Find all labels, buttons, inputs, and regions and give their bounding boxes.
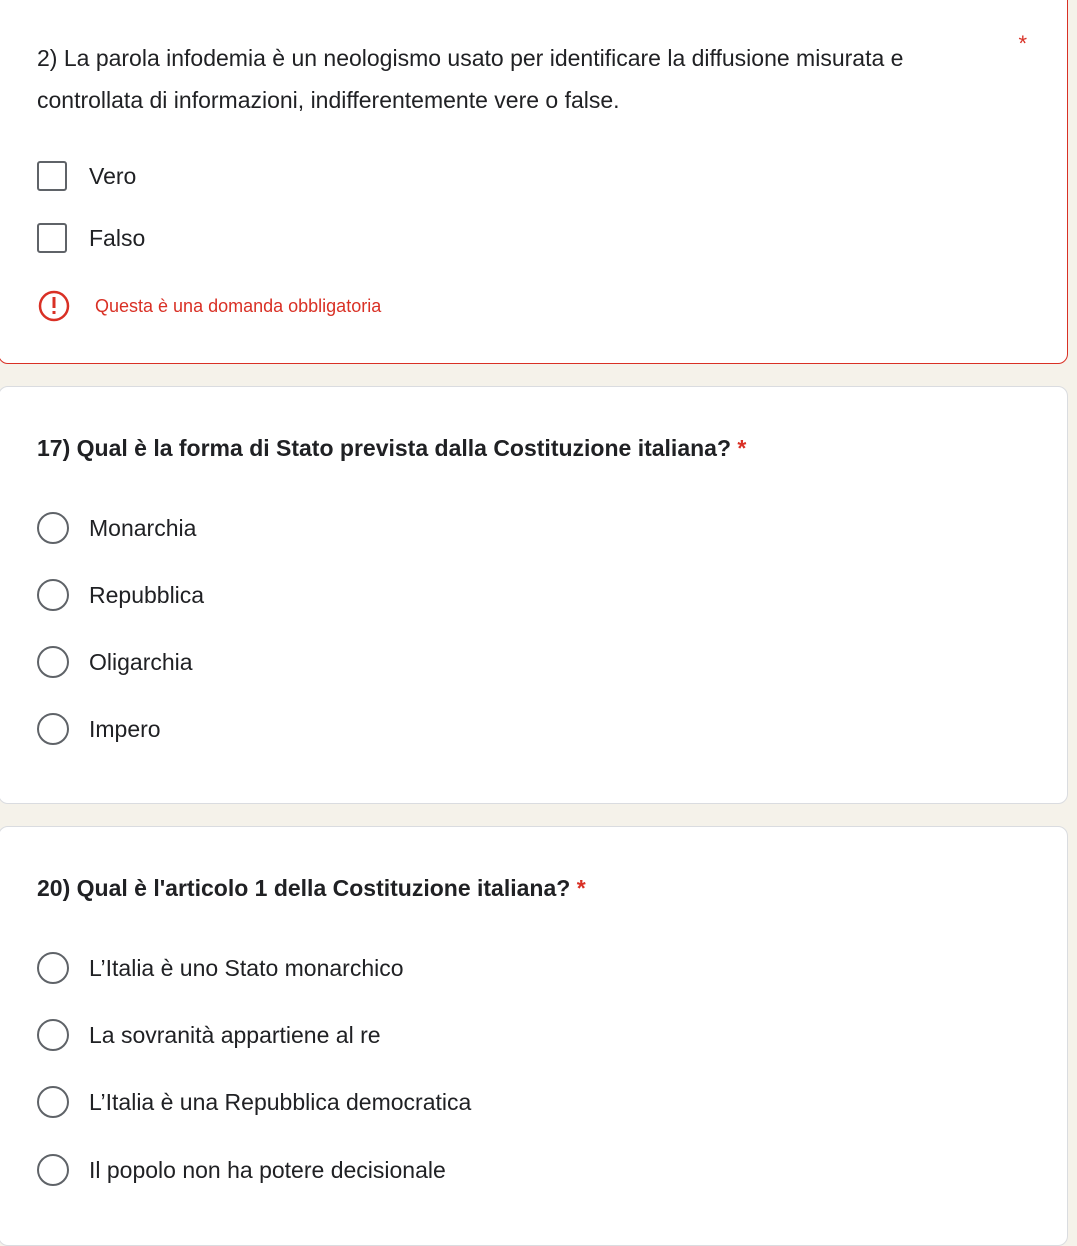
required-marker: * <box>576 875 586 901</box>
radio-button[interactable] <box>37 1019 69 1051</box>
radio-button[interactable] <box>37 713 69 745</box>
radio-button[interactable] <box>37 512 69 544</box>
option-vero[interactable] <box>37 159 136 193</box>
radio-button[interactable] <box>37 952 69 984</box>
radio-button[interactable] <box>37 579 69 611</box>
option-sovranita-re[interactable] <box>37 1018 381 1052</box>
required-error <box>37 289 381 323</box>
radio-button[interactable] <box>37 1086 69 1118</box>
question-title <box>37 867 586 909</box>
radio-button[interactable] <box>37 1154 69 1186</box>
question-title: 2) La parola infodemia è un neologismo usato per identificare la diffusione misurata e controllata di informazioni, indifferentemente vere o false. <box>37 45 904 113</box>
radio-button[interactable] <box>37 646 69 678</box>
option-label: Il popolo non ha potere decisionale <box>89 1156 446 1183</box>
required-marker: * <box>1018 31 1027 56</box>
checkbox[interactable] <box>37 223 67 253</box>
required-marker: * <box>737 435 747 461</box>
option-falso[interactable] <box>37 221 145 255</box>
error-text: Questa è una domanda obbligatoria <box>95 295 382 316</box>
question-card-infodemia <box>0 0 1068 364</box>
error-icon <box>37 289 71 323</box>
option-label: Impero <box>89 715 161 742</box>
option-label: Vero <box>89 162 137 189</box>
option-repubblica-democratica[interactable] <box>37 1085 471 1119</box>
option-label: Oligarchia <box>89 648 193 675</box>
option-label: Monarchia <box>89 514 197 541</box>
option-impero[interactable] <box>37 712 161 746</box>
option-label: Repubblica <box>89 581 205 608</box>
checkbox[interactable] <box>37 161 67 191</box>
option-monarchia[interactable] <box>37 511 196 545</box>
question-title-text: 17) Qual è la forma di Stato prevista dalla Costituzione italiana? <box>37 435 731 461</box>
option-label: Falso <box>89 224 146 251</box>
option-label: La sovranità appartiene al re <box>89 1021 381 1048</box>
option-stato-monarchico[interactable] <box>37 951 404 985</box>
question-title-text: 20) Qual è l'articolo 1 della Costituzione italiana? <box>37 875 571 901</box>
option-oligarchia[interactable] <box>37 645 193 679</box>
option-label: L’Italia è una Repubblica democratica <box>89 1088 472 1115</box>
question-card-forma-stato <box>0 386 1068 804</box>
question-card-articolo-1 <box>0 826 1068 1246</box>
option-label: L’Italia è uno Stato monarchico <box>89 954 404 981</box>
option-repubblica[interactable] <box>37 578 204 612</box>
option-popolo-non-decide[interactable] <box>37 1153 446 1187</box>
question-title <box>37 427 746 469</box>
